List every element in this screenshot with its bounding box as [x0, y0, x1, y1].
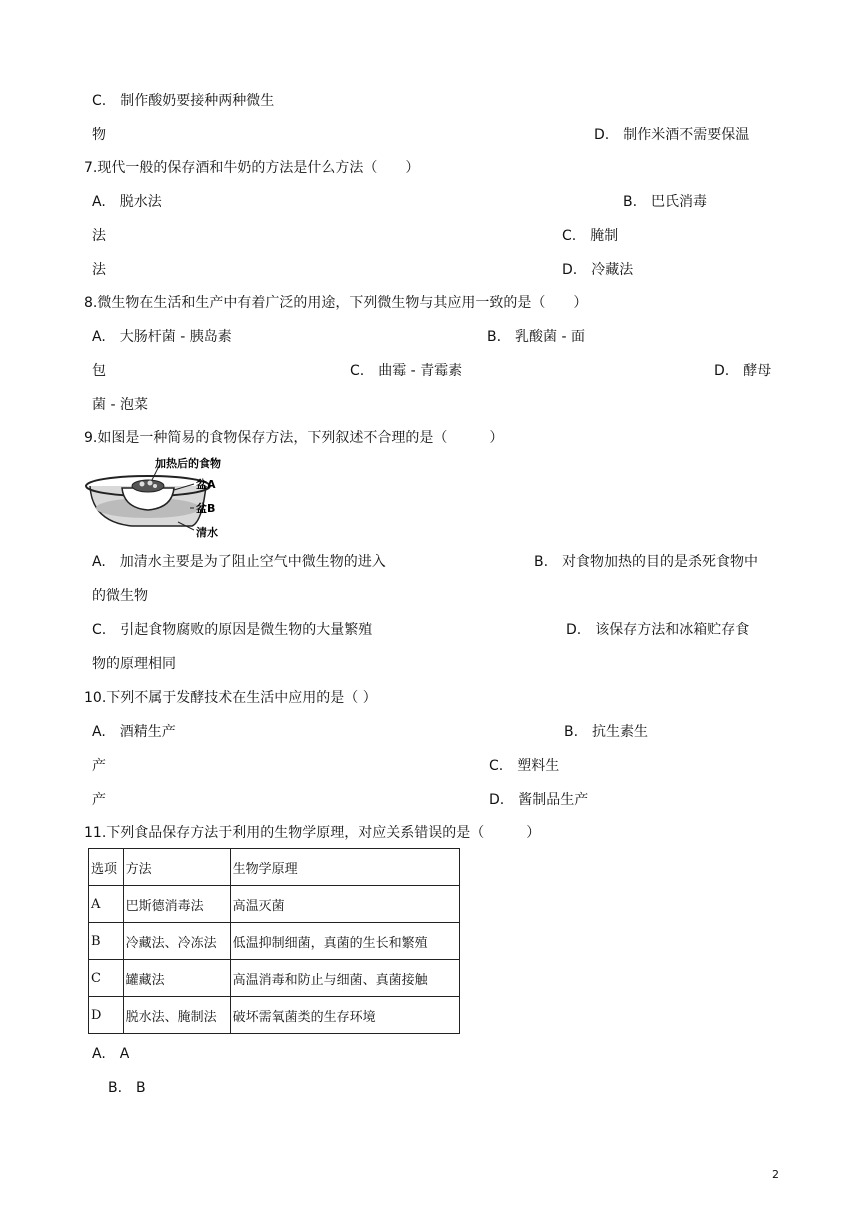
q9-option-b: B. 对食物加热的目的是杀死食物中 — [534, 554, 759, 570]
q8-option-d: D. 酵母 — [714, 363, 772, 379]
table-row — [89, 886, 460, 923]
table-header-cell: 生物学原理 — [230, 849, 459, 886]
q9-option-d: D. 该保存方法和冰箱贮存食 — [566, 622, 750, 638]
q8-option-b: B. 乳酸菌 - 面 — [487, 329, 586, 345]
table-cell: 低温抑制细菌，真菌的生长和繁殖 — [230, 923, 459, 960]
figure-label-food: 加热后的食物 — [155, 457, 221, 470]
q7-option-c: C. 腌制 — [562, 228, 619, 244]
table-header-cell: 选项 — [89, 849, 124, 886]
q8-option-c: C. 曲霉 - 青霉素 — [350, 363, 463, 379]
q11-stem: 11.下列食品保存方法于利用的生物学原理，对应关系错误的是（ ） — [84, 825, 541, 841]
page-number: 2 — [772, 1168, 779, 1181]
table-cell: B — [89, 923, 124, 960]
q7-option-b: B. 巴氏消毒 — [623, 194, 708, 210]
table-header-cell: 方法 — [123, 849, 230, 886]
table-cell: 破坏需氧菌类的生存环境 — [230, 997, 459, 1034]
table-row — [89, 960, 460, 997]
q11-option-b: B. B — [108, 1080, 146, 1096]
table-row — [89, 997, 460, 1034]
figure-label-basin-a: 盆A — [196, 478, 216, 491]
q6-option-c-cont: 物 — [92, 127, 106, 143]
q7-option-d: D. 冷藏法 — [562, 262, 634, 278]
q8-option-d-cont: 菌 - 泡菜 — [92, 397, 148, 413]
q9-option-d-cont: 物的原理相同 — [92, 656, 176, 672]
q10-option-c: C. 塑料生 — [489, 758, 560, 774]
table-row — [89, 923, 460, 960]
figure-label-water: 清水 — [196, 526, 218, 539]
q6-option-c: C. 制作酸奶要接种两种微生 — [92, 93, 275, 109]
q11-option-a: A. A — [92, 1046, 130, 1062]
q10-option-b-cont: 产 — [92, 758, 106, 774]
q10-option-c-cont: 产 — [92, 792, 106, 808]
food-storage-figure — [82, 456, 252, 542]
q9-option-a: A. 加清水主要是为了阻止空气中微生物的进入 — [92, 554, 386, 570]
q9-stem: 9.如图是一种简易的食物保存方法，下列叙述不合理的是（ ） — [84, 430, 504, 446]
table-cell: 脱水法、腌制法 — [123, 997, 230, 1034]
q9-option-b-cont: 的微生物 — [92, 588, 148, 604]
q10-stem: 10.下列不属于发酵技术在生活中应用的是（ ） — [84, 690, 377, 706]
table-cell: 高温消毒和防止与细菌、真菌接触 — [230, 960, 459, 997]
q8-stem: 8.微生物在生活和生产中有着广泛的用途，下列微生物与其应用一致的是（ ） — [84, 295, 588, 311]
table-cell: 冷藏法、冷冻法 — [123, 923, 230, 960]
q7-option-b-cont: 法 — [92, 228, 106, 244]
q6-option-d: D. 制作米酒不需要保温 — [594, 127, 750, 143]
table-cell: D — [89, 997, 124, 1034]
q8-option-b-cont: 包 — [92, 363, 106, 379]
q10-option-b: B. 抗生素生 — [564, 724, 649, 740]
q10-option-d: D. 酱制品生产 — [489, 792, 589, 808]
table-cell: C — [89, 960, 124, 997]
q7-option-a: A. 脱水法 — [92, 194, 162, 210]
figure-label-basin-b: 盆B — [196, 502, 216, 515]
table-cell: 高温灭菌 — [230, 886, 459, 923]
q9-option-c: C. 引起食物腐败的原因是微生物的大量繁殖 — [92, 622, 373, 638]
q11-table — [88, 848, 460, 1034]
q10-option-a: A. 酒精生产 — [92, 724, 176, 740]
table-cell: 罐藏法 — [123, 960, 230, 997]
q7-stem: 7.现代一般的保存酒和牛奶的方法是什么方法（ ） — [84, 160, 420, 176]
table-header-row — [89, 849, 460, 886]
table-cell: 巴斯德消毒法 — [123, 886, 230, 923]
q8-option-a: A. 大肠杆菌 - 胰岛素 — [92, 329, 232, 345]
table-cell: A — [89, 886, 124, 923]
q7-option-c-cont: 法 — [92, 262, 106, 278]
